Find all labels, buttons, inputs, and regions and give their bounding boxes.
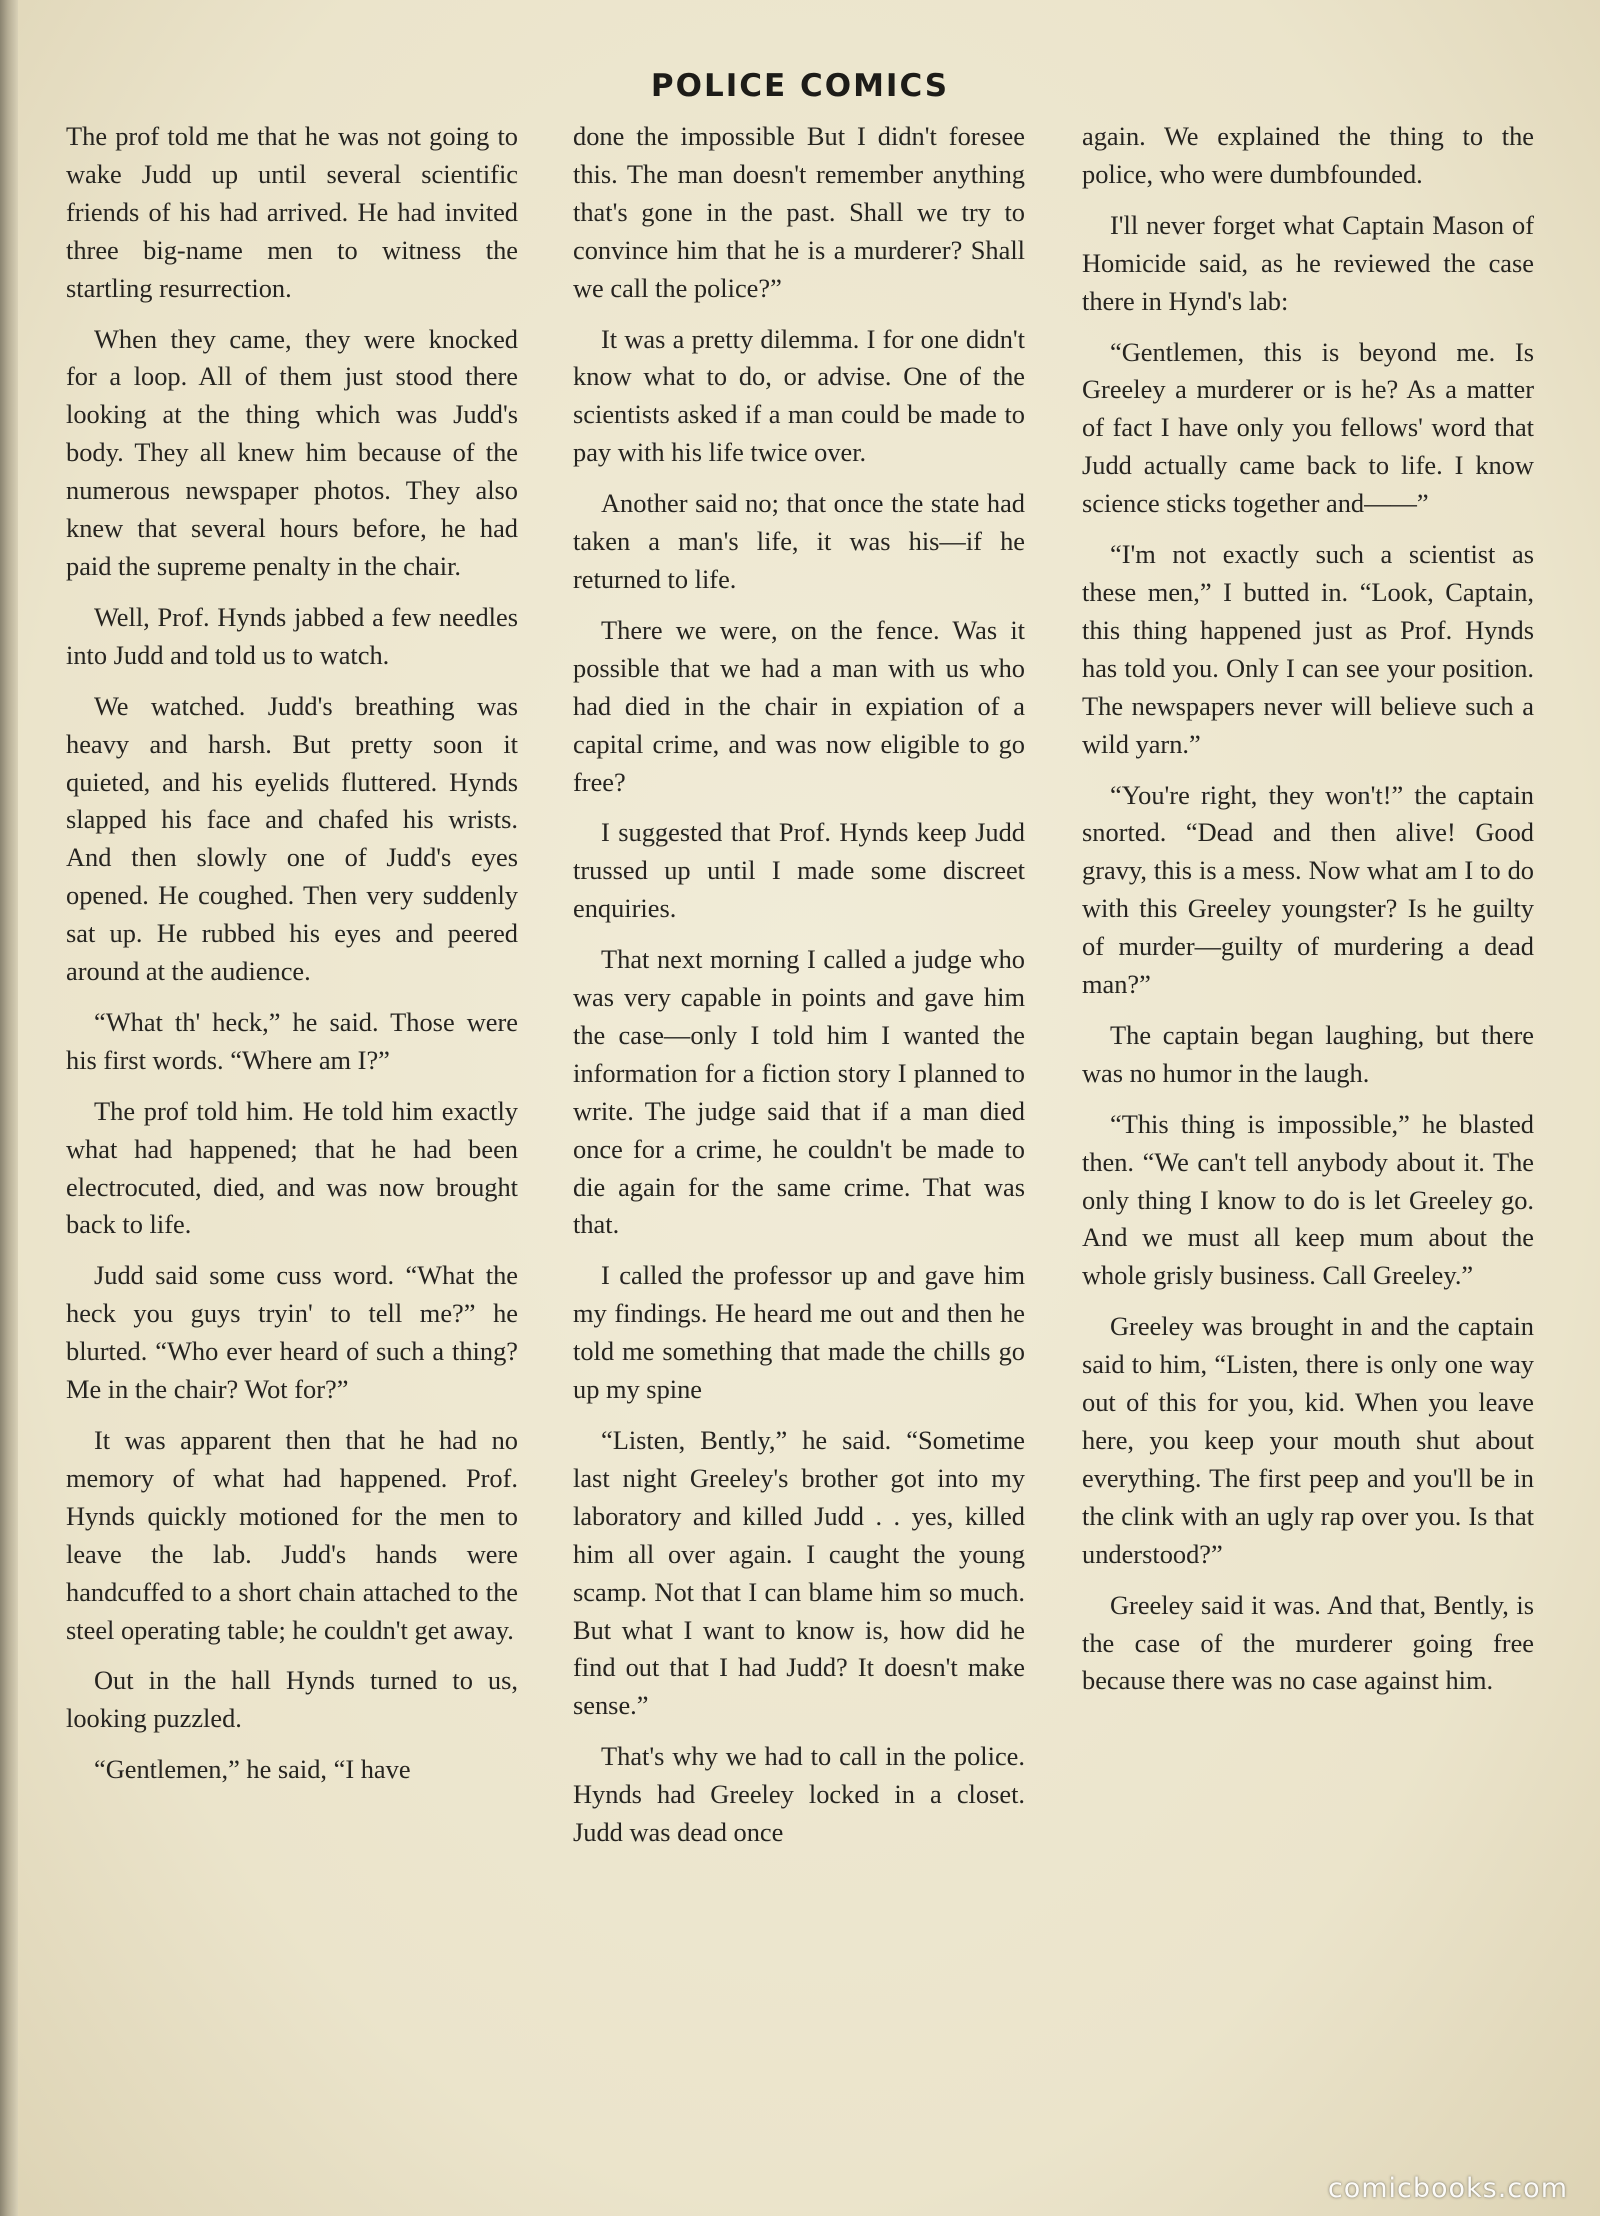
paragraph: “What th' heck,” he said. Those were his first words. “Where am I?” xyxy=(66,1006,518,1075)
paragraph: “I'm not exactly such a scientist as these men,” I butted in. “Look, Captain, this thing happened just as Prof. Hynds has told you. Only I can see your position. The newspapers never will believe such a wild yarn.” xyxy=(1082,539,1534,759)
paragraph: There we were, on the fence. Was it possible that we had a man with us who had died in the chair in expiation of a capital crime, and was now eligible to go free? xyxy=(573,614,1025,797)
paragraph: “Listen, Bently,” he said. “Sometime last night Greeley's brother got into my laboratory and killed Judd . . yes, killed him all over again. I caught the young scamp. Not that I can blame him so much. But what I want to know is, how did he find out that I had Judd? It doesn't make sense.” xyxy=(573,1425,1025,1721)
paragraph: The captain began laughing, but there was no humor in the laugh. xyxy=(1082,1019,1534,1088)
paragraph: When they came, they were knocked for a loop. All of them just stood there looking at the thing which was Judd's body. They all knew him because of the numerous newspaper photos. They also knew that several hours before, he had paid the supreme penalty in the chair. xyxy=(66,323,518,581)
paragraph: I called the professor up and gave him my findings. He heard me out and then he told me something that made the chills go up my spine xyxy=(573,1260,1025,1405)
paragraph: Greeley was brought in and the captain said to him, “Listen, there is only one way out of this for you, kid. When you leave here, you keep your mouth shut about everything. The first peep and you'll be in the clink with an ugly rap over you. Is that understood?” xyxy=(1082,1311,1534,1569)
page-spine-shadow xyxy=(0,0,18,2216)
site-watermark: comicbooks.com xyxy=(1327,2173,1568,2204)
page-header-title: POLICE COMICS xyxy=(650,68,950,104)
paragraph: “You're right, they won't!” the captain snorted. “Dead and then alive! Good gravy, this is a mess. Now what am I to do with this Greeley youngster? Is he guilty of murder—guilty of murdering a dead man?” xyxy=(1082,779,1534,1000)
paragraph: “Gentlemen, this is beyond me. Is Greeley a murderer or is he? As a matter of fact I have only you fellows' word that Judd actually came back to life. I know science sticks together and——” xyxy=(1082,336,1534,519)
paragraph: I'll never forget what Captain Mason of Homicide said, as he reviewed the case there in Hynd's lab: xyxy=(1082,209,1534,316)
paragraph: “This thing is impossible,” he blasted then. “We can't tell anybody about it. The only thing I know to do is let Greeley go. And we must all keep mum about the whole grisly business. Call Greeley.” xyxy=(1082,1108,1534,1291)
paragraph: That next morning I called a judge who was very capable in points and gave him the case—only I told him I wanted the information for a fiction story I planned to write. The judge said that if a man died once for a crime, he couldn't be made to die again for the same crime. That was that. xyxy=(573,944,1025,1240)
paragraph: The prof told him. He told him exactly what had happened; that he had been electrocuted, died, and was now brought back to life. xyxy=(66,1095,518,1240)
paragraph: Greeley said it was. And that, Bently, is the case of the murderer going free because there was no case against him. xyxy=(1082,1589,1534,1696)
paragraph: Judd said some cuss word. “What the heck you guys tryin' to tell me?” he blurted. “Who ever heard of such a thing? Me in the chair? Wot for?” xyxy=(66,1260,518,1405)
text-column-right xyxy=(1082,118,1534,2148)
paragraph: That's why we had to call in the police. Hynds had Greeley locked in a closet. Judd was dead once xyxy=(573,1741,1025,1848)
paragraph: The prof told me that he was not going to wake Judd up until several scientific friends of his had arrived. He had invited three big-name men to witness the startling resurrection. xyxy=(66,121,518,303)
paragraph: Another said no; that once the state had taken a man's life, it was his—if he returned to life. xyxy=(573,488,1025,594)
text-column-middle xyxy=(573,118,1025,2148)
paragraph: “Gentlemen,” he said, “I have xyxy=(94,1754,411,1785)
text-column-left xyxy=(66,118,518,2148)
paragraph: I suggested that Prof. Hynds keep Judd trussed up until I made some discreet enquiries. xyxy=(573,817,1025,924)
paragraph: We watched. Judd's breathing was heavy and harsh. But pretty soon it quieted, and his eyelids fluttered. Hynds slapped his face and chafed his wrists. And then slowly one of Judd's eyes opened. He coughed. Then very suddenly sat up. He rubbed his eyes and peered around at the audience. xyxy=(66,690,518,987)
paragraph: done the impossible But I didn't foresee this. The man doesn't remember anything that's gone in the past. Shall we try to convince him that he is a murderer? Shall we call the police?” xyxy=(573,121,1025,303)
paragraph: It was a pretty dilemma. I for one didn't know what to do, or advise. One of the scientists asked if a man could be made to pay with his life twice over. xyxy=(573,323,1025,468)
paragraph: Well, Prof. Hynds jabbed a few needles into Judd and told us to watch. xyxy=(66,601,518,670)
paragraph: It was apparent then that he had no memory of what had happened. Prof. Hynds quickly motioned for the men to leave the lab. Judd's hands were handcuffed to a short chain attached to the steel operating table; he couldn't get away. xyxy=(66,1425,518,1645)
paragraph: again. We explained the thing to the police, who were dumbfounded. xyxy=(1082,121,1534,189)
paragraph: Out in the hall Hynds turned to us, looking puzzled. xyxy=(66,1665,518,1734)
